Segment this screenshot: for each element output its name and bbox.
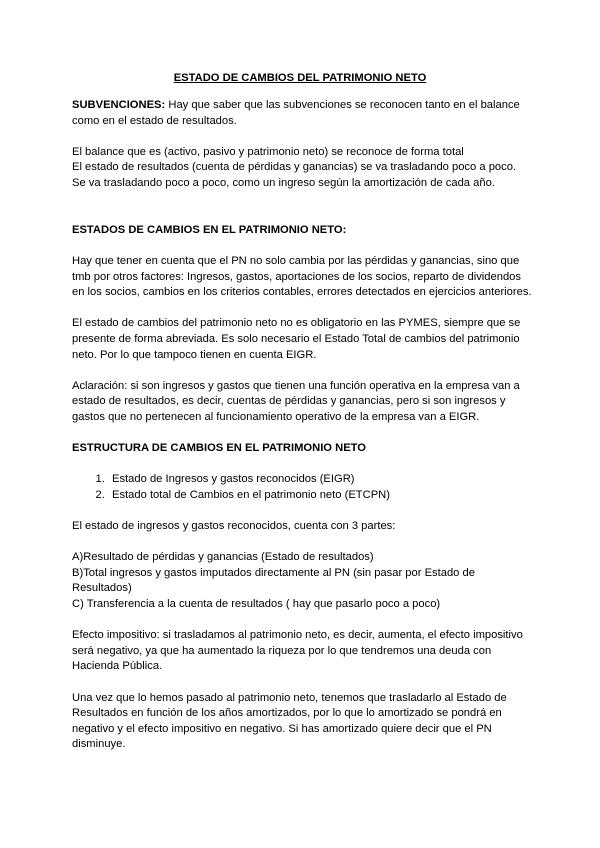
- paragraph-final: Una vez que lo hemos pasado al patrimonio neto, tenemos que trasladarlo al Estado de Resultados en función de los años amortizados, por lo que lo amortizado se pondrá en negativo y el efecto impositivo en negativo. Si has amortizado quiere decir que el PN disminuye.: [72, 691, 507, 751]
- document-body: [72, 98, 532, 769]
- paragraph-pymes: El estado de cambios del patrimonio neto no es obligatorio en las PYMES, siempre que se presente de forma abreviada. Es solo necesario el Estado Total de cambios del patrimonio neto. Por lo que tampoco tienen en cuenta EIGR.: [72, 317, 521, 361]
- paragraph-factores: Hay que tener en cuenta que el PN no solo cambia por las pérdidas y ganancias, sino que tmb por otros factores: Ingresos, gastos, aportaciones de los socios, reparto de dividendos en los socios, cambios en los criterios contables, errores detectados en ejercicios anteriores.: [72, 254, 532, 299]
- structure-list: [72, 472, 532, 503]
- subvenciones-paragraph: [72, 98, 532, 129]
- list-item: 1. Estado de Ingresos y gastos reconocidos (EIGR): [108, 472, 532, 488]
- section-heading-estados: ESTADOS DE CAMBIOS EN EL PATRIMONIO NETO:: [72, 223, 347, 236]
- paragraph-aclaracion: Aclaración: si son ingresos y gastos que tienen una función operativa en la empresa van a estado de resultados, es decir, cuentas de pérdidas y ganancias, pero si son ingresos y gastos que no pertenecen al funcionamiento operativo de la empresa van a EIGR.: [72, 379, 520, 423]
- balance-line: Se va trasladando poco a poco, como un ingreso según la amortización de cada año.: [72, 176, 495, 189]
- balance-line: El estado de resultados (cuenta de pérdidas y ganancias) se va trasladando poco a poco.: [72, 161, 517, 174]
- balance-paragraph: [72, 145, 532, 192]
- page-title: ESTADO DE CAMBIOS DEL PATRIMONIO NETO: [173, 72, 427, 84]
- section-heading-estructura: ESTRUCTURA DE CAMBIOS EN EL PATRIMONIO NETO: [72, 442, 366, 455]
- part-line: C) Transferencia a la cuenta de resultados ( hay que pasarlo poco a poco): [72, 598, 441, 610]
- subvenciones-label: SUBVENCIONES:: [72, 99, 166, 111]
- part-line: A)Resultado de pérdidas y ganancias (Estado de resultados): [72, 551, 374, 564]
- paragraph-intro: El estado de ingresos y gastos reconocidos, cuenta con 3 partes:: [72, 520, 396, 533]
- subvenciones-text: Hay que saber que las subvenciones se reconocen tanto en el balance como en el estado de resultados.: [72, 99, 520, 127]
- paragraph-efecto-impositivo: Efecto impositivo: si trasladamos al patrimonio neto, es decir, aumenta, el efecto impositivo será negativo, ya que ha aumentado la riqueza por lo que tendremos una deuda con Hacienda Pública.: [72, 629, 523, 673]
- part-line: B)Total ingresos y gastos imputados directamente al PN (sin pasar por Estado de Resultados): [72, 566, 475, 595]
- parts-paragraph: [72, 550, 532, 612]
- balance-line: El balance que es (activo, pasivo y patrimonio neto) se reconoce de forma total: [72, 145, 464, 158]
- spacer: [72, 207, 532, 223]
- list-item: 2. Estado total de Cambios en el patrimonio neto (ETCPN): [108, 488, 532, 504]
